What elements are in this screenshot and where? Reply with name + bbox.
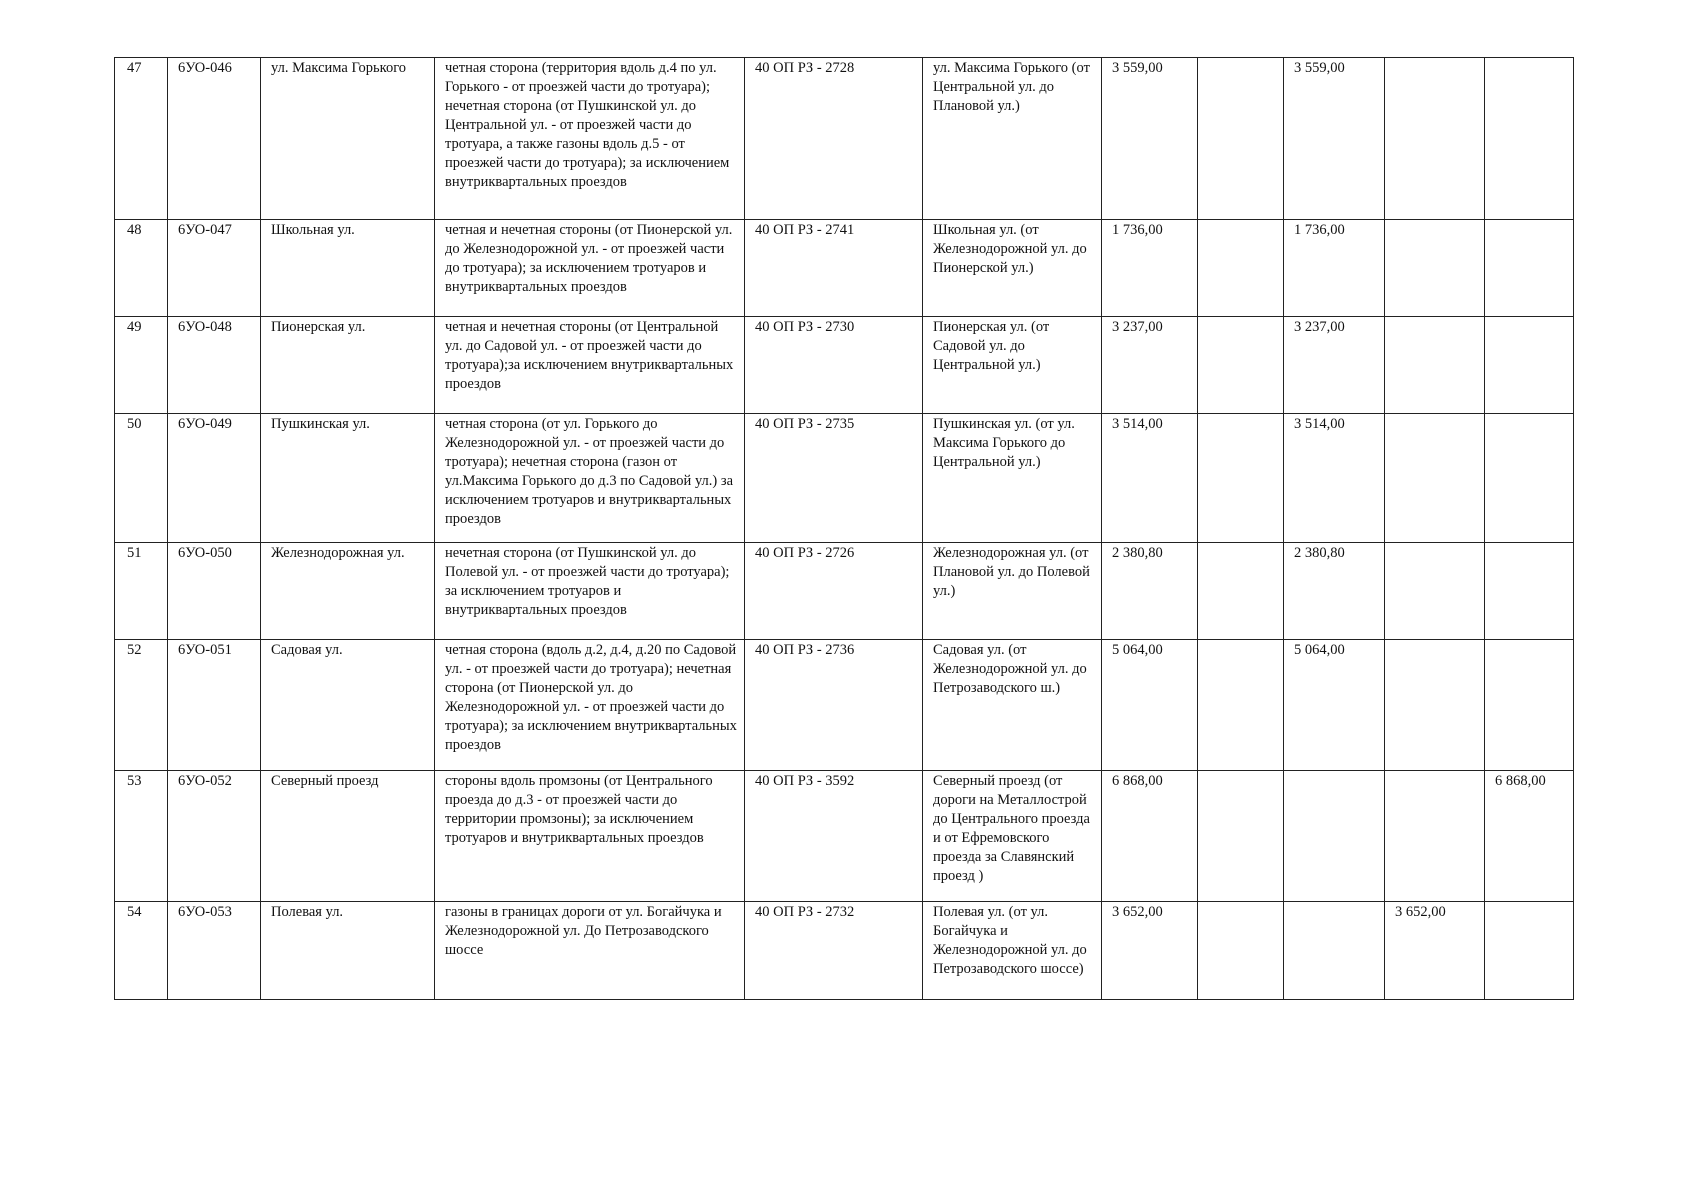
area-column-8	[1198, 58, 1284, 220]
area-column-10: 3 652,00	[1385, 902, 1485, 1000]
road-name: Полевая ул. (от ул. Богайчука и Железнодорожной ул. до Петрозаводского шоссе)	[923, 902, 1102, 1000]
area-column-9: 3 514,00	[1284, 414, 1385, 543]
area-value: 6 868,00	[1102, 771, 1198, 902]
area-column-9	[1284, 771, 1385, 902]
street-name: ул. Максима Горького	[261, 58, 435, 220]
area-value: 3 652,00	[1102, 902, 1198, 1000]
object-code: 6УО-052	[168, 771, 261, 902]
table-row	[115, 902, 1574, 1000]
object-code: 6УО-047	[168, 220, 261, 317]
area-description: четная сторона (от ул. Горького до Железнодорожной ул. - от проезжей части до тротуара); нечетная сторона (газон от ул.Максима Горького до д.3 по Садовой ул.) за исключением тротуаров и внутриквартальных проездов	[435, 414, 745, 543]
area-column-10	[1385, 58, 1485, 220]
area-column-11	[1485, 220, 1574, 317]
row-number: 49	[115, 317, 168, 414]
road-id: 40 ОП РЗ - 2735	[745, 414, 923, 543]
object-code: 6УО-053	[168, 902, 261, 1000]
area-column-10	[1385, 640, 1485, 771]
area-description: четная и нечетная стороны (от Центральной ул. до Садовой ул. - от проезжей части до тротуара);за исключением внутриквартальных проездов	[435, 317, 745, 414]
area-value: 3 559,00	[1102, 58, 1198, 220]
area-description: нечетная сторона (от Пушкинской ул. до Полевой ул. - от проезжей части до тротуара); за исключением тротуаров и внутриквартальных проездов	[435, 543, 745, 640]
area-value: 3 237,00	[1102, 317, 1198, 414]
area-column-11	[1485, 640, 1574, 771]
road-id: 40 ОП РЗ - 3592	[745, 771, 923, 902]
object-code: 6УО-049	[168, 414, 261, 543]
area-value: 2 380,80	[1102, 543, 1198, 640]
table-row	[115, 543, 1574, 640]
area-column-9: 3 559,00	[1284, 58, 1385, 220]
street-name: Пушкинская ул.	[261, 414, 435, 543]
road-id: 40 ОП РЗ - 2741	[745, 220, 923, 317]
area-column-11: 6 868,00	[1485, 771, 1574, 902]
street-name: Северный проезд	[261, 771, 435, 902]
road-name: Северный проезд (от дороги на Металлострой до Центрального проезда и от Ефремовского проезда за Славянский проезд )	[923, 771, 1102, 902]
object-code: 6УО-048	[168, 317, 261, 414]
area-column-9: 2 380,80	[1284, 543, 1385, 640]
road-id: 40 ОП РЗ - 2732	[745, 902, 923, 1000]
row-number: 51	[115, 543, 168, 640]
road-name: ул. Максима Горького (от Центральной ул. до Плановой ул.)	[923, 58, 1102, 220]
area-column-8	[1198, 220, 1284, 317]
object-code: 6УО-051	[168, 640, 261, 771]
table-row	[115, 317, 1574, 414]
area-description: стороны вдоль промзоны (от Центрального проезда до д.3 - от проезжей части до территории промзоны); за исключением тротуаров и внутриквартальных проездов	[435, 771, 745, 902]
row-number: 48	[115, 220, 168, 317]
road-name: Железнодорожная ул. (от Плановой ул. до Полевой ул.)	[923, 543, 1102, 640]
object-code: 6УО-050	[168, 543, 261, 640]
area-value: 3 514,00	[1102, 414, 1198, 543]
area-column-10	[1385, 543, 1485, 640]
road-id: 40 ОП РЗ - 2736	[745, 640, 923, 771]
area-description: газоны в границах дороги от ул. Богайчука и Железнодорожной ул. До Петрозаводского шоссе	[435, 902, 745, 1000]
area-column-8	[1198, 640, 1284, 771]
area-column-9: 3 237,00	[1284, 317, 1385, 414]
area-column-11	[1485, 902, 1574, 1000]
table-row	[115, 771, 1574, 902]
row-number: 53	[115, 771, 168, 902]
row-number: 54	[115, 902, 168, 1000]
area-column-8	[1198, 543, 1284, 640]
area-value: 5 064,00	[1102, 640, 1198, 771]
area-column-10	[1385, 317, 1485, 414]
road-id: 40 ОП РЗ - 2726	[745, 543, 923, 640]
area-column-11	[1485, 414, 1574, 543]
object-code: 6УО-046	[168, 58, 261, 220]
area-column-8	[1198, 414, 1284, 543]
road-name: Пионерская ул. (от Садовой ул. до Центральной ул.)	[923, 317, 1102, 414]
street-name: Пионерская ул.	[261, 317, 435, 414]
roads-table	[114, 57, 1574, 1000]
area-column-11	[1485, 58, 1574, 220]
area-column-11	[1485, 317, 1574, 414]
row-number: 47	[115, 58, 168, 220]
area-description: четная и нечетная стороны (от Пионерской ул. до Железнодорожной ул. - от проезжей части до тротуара); за исключением тротуаров и внутриквартальных проездов	[435, 220, 745, 317]
table-row	[115, 220, 1574, 317]
area-column-9: 1 736,00	[1284, 220, 1385, 317]
area-column-8	[1198, 317, 1284, 414]
road-id: 40 ОП РЗ - 2728	[745, 58, 923, 220]
area-column-11	[1485, 543, 1574, 640]
table-row	[115, 414, 1574, 543]
street-name: Полевая ул.	[261, 902, 435, 1000]
area-column-10	[1385, 771, 1485, 902]
area-column-8	[1198, 771, 1284, 902]
road-id: 40 ОП РЗ - 2730	[745, 317, 923, 414]
area-value: 1 736,00	[1102, 220, 1198, 317]
street-name: Садовая ул.	[261, 640, 435, 771]
road-name: Школьная ул. (от Железнодорожной ул. до Пионерской ул.)	[923, 220, 1102, 317]
area-column-10	[1385, 220, 1485, 317]
street-name: Железнодорожная ул.	[261, 543, 435, 640]
area-column-9	[1284, 902, 1385, 1000]
row-number: 50	[115, 414, 168, 543]
table-row	[115, 58, 1574, 220]
area-description: четная сторона (территория вдоль д.4 по ул. Горького - от проезжей части до тротуара); нечетная сторона (от Пушкинской ул. до Центральной ул. - от проезжей части до тротуара, а также газоны вдоль д.5 - от проезжей части до тротуара); за исключением внутриквартальных проездов	[435, 58, 745, 220]
area-column-8	[1198, 902, 1284, 1000]
row-number: 52	[115, 640, 168, 771]
street-name: Школьная ул.	[261, 220, 435, 317]
area-column-10	[1385, 414, 1485, 543]
table-row	[115, 640, 1574, 771]
road-name: Садовая ул. (от Железнодорожной ул. до Петрозаводского ш.)	[923, 640, 1102, 771]
area-description: четная сторона (вдоль д.2, д.4, д.20 по Садовой ул. - от проезжей части до тротуара); нечетная сторона (от Пионерской ул. до Железнодорожной ул. - от проезжей части до тротуара); за исключением внутриквартальных проездов	[435, 640, 745, 771]
area-column-9: 5 064,00	[1284, 640, 1385, 771]
road-name: Пушкинская ул. (от ул. Максима Горького до Центральной ул.)	[923, 414, 1102, 543]
